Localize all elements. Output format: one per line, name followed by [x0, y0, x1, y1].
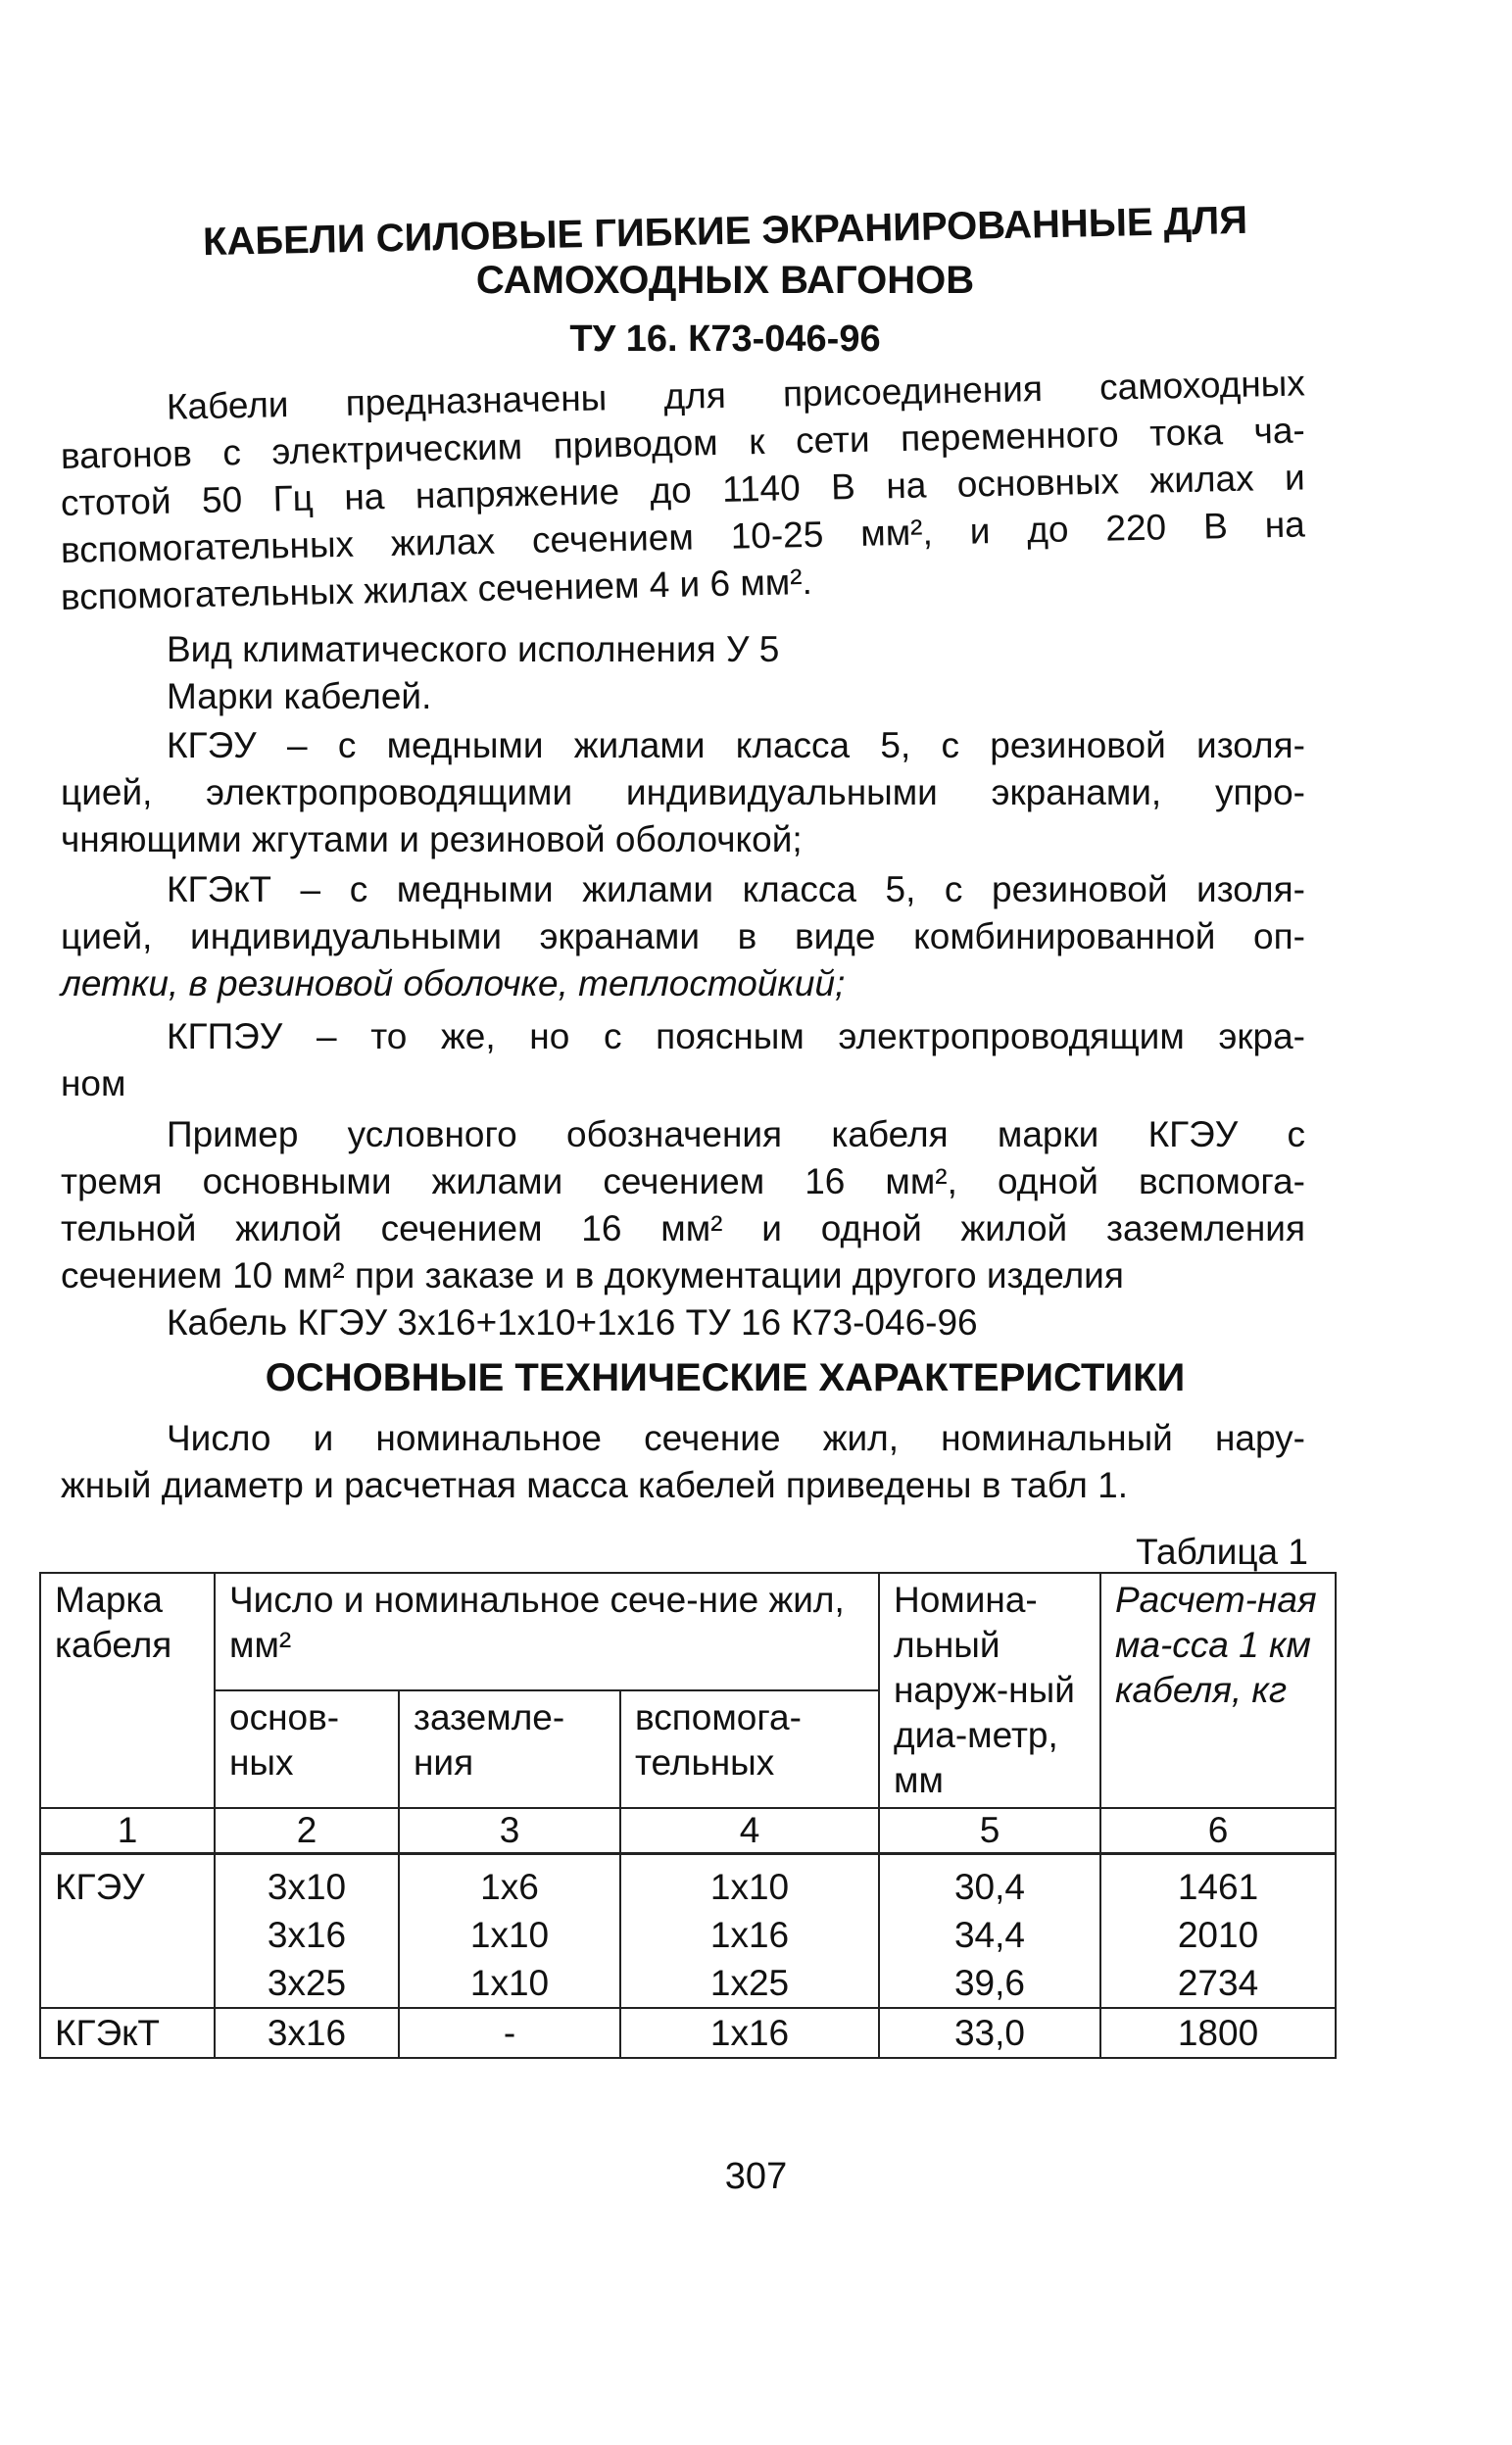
- table-header-row: [40, 1573, 1336, 1690]
- cell-diameter: 30,4: [879, 1854, 1100, 1912]
- column-number-row: [40, 1808, 1336, 1854]
- cell-main: 3х25: [215, 1959, 399, 2008]
- column-number: 3: [399, 1808, 620, 1854]
- cell-aux: 1х10: [620, 1854, 879, 1912]
- cell-ground: -: [399, 2008, 620, 2058]
- cell-mass: 1800: [1100, 2008, 1336, 2058]
- paragraph-line: вспомогательных жилах сечением 10-25 мм², и до 220 В на: [60, 504, 1306, 570]
- example-line: Пример условного обозначения кабеля марки КГЭУ с: [167, 1114, 1305, 1154]
- brands-label: Марки кабелей.: [167, 676, 432, 716]
- column-number: 6: [1100, 1808, 1336, 1854]
- example-designation: Кабель КГЭУ 3х16+1х10+1х16 ТУ 16 К73-046-96: [167, 1302, 978, 1343]
- cell-main: 3х16: [215, 2008, 399, 2058]
- header-brand: Марка кабеля: [40, 1573, 215, 1808]
- cell-diameter: 34,4: [879, 1911, 1100, 1959]
- table-row: [40, 1911, 1336, 1959]
- table-row: [40, 2008, 1336, 2058]
- header-mass: Расчет-ная ма-сса 1 км кабеля, кг: [1100, 1573, 1336, 1808]
- kgpeu-description-line: ном: [61, 1063, 126, 1103]
- kgeu-description-line: КГЭУ – с медными жилами класса 5, с резиновой изоля-: [167, 725, 1305, 765]
- kgekt-description-line: цией, индивидуальными экранами в виде комбинированной оп-: [61, 916, 1305, 956]
- cell-brand: КГЭкТ: [40, 2008, 215, 2058]
- cell-brand: [40, 1911, 215, 1959]
- climate-line: Вид климатического исполнения У 5: [167, 629, 780, 669]
- header-diameter: Номина-льный наруж-ный диа-метр, мм: [879, 1573, 1100, 1808]
- section-title: ОСНОВНЫЕ ТЕХНИЧЕСКИЕ ХАРАКТЕРИСТИКИ: [265, 1356, 1186, 1399]
- example-line: тремя основными жилами сечением 16 мм², одной вспомога-: [61, 1161, 1305, 1201]
- cell-aux: 1х25: [620, 1959, 879, 2008]
- cell-ground: 1х10: [399, 1911, 620, 1959]
- specifications-table: [39, 1572, 1337, 2059]
- paragraph-line: вагонов с электрическим приводом к сети переменного тока ча-: [60, 410, 1306, 476]
- table-row: [40, 1854, 1336, 1912]
- table-caption: Таблица 1: [1136, 1532, 1308, 1572]
- kgeu-description-line: цией, электропроводящими индивидуальными экранами, упро-: [61, 772, 1305, 812]
- cell-aux: 1х16: [620, 1911, 879, 1959]
- cell-mass: 2734: [1100, 1959, 1336, 2008]
- header-main-cores: основ-ных: [215, 1690, 399, 1808]
- kgekt-description-line: летки, в резиновой оболочке, теплостойкий;: [61, 963, 846, 1003]
- header-aux-cores: вспомога-тельных: [620, 1690, 879, 1808]
- section-intro-line: жный диаметр и расчетная масса кабелей приведены в табл 1.: [61, 1465, 1128, 1505]
- cell-ground: 1х6: [399, 1854, 620, 1912]
- kgpeu-description-line: КГПЭУ – то же, но с поясным электропроводящим экра-: [167, 1016, 1305, 1056]
- example-line: сечением 10 мм² при заказе и в документации другого изделия: [61, 1255, 1124, 1296]
- paragraph-line: стотой 50 Гц на напряжение до 1140 В на основных жилах и: [60, 457, 1306, 523]
- header-cores-group: Число и номинальное сече-ние жил, мм²: [215, 1573, 879, 1690]
- header-ground-cores: заземле-ния: [399, 1690, 620, 1808]
- column-number: 2: [215, 1808, 399, 1854]
- section-intro-line: Число и номинальное сечение жил, номинальный нару-: [167, 1418, 1305, 1458]
- cell-brand: [40, 1959, 215, 2008]
- table-row: [40, 1959, 1336, 2008]
- cell-main: 3х10: [215, 1854, 399, 1912]
- cell-diameter: 39,6: [879, 1959, 1100, 2008]
- cell-brand: КГЭУ: [40, 1854, 215, 1912]
- cell-aux: 1х16: [620, 2008, 879, 2058]
- column-number: 5: [879, 1808, 1100, 1854]
- kgeu-description-line: чняющими жгутами и резиновой оболочкой;: [61, 819, 803, 859]
- cell-ground: 1х10: [399, 1959, 620, 2008]
- example-line: тельной жилой сечением 16 мм² и одной жилой заземления: [61, 1208, 1305, 1248]
- standard-code: ТУ 16. К73-046-96: [569, 318, 881, 360]
- column-number: 1: [40, 1808, 215, 1854]
- column-number: 4: [620, 1808, 879, 1854]
- cell-mass: 1461: [1100, 1854, 1336, 1912]
- page-number: 307: [724, 2156, 788, 2197]
- cell-main: 3х16: [215, 1911, 399, 1959]
- document-title-line1: КАБЕЛИ СИЛОВЫЕ ГИБКИЕ ЭКРАНИРОВАННЫЕ ДЛЯ: [202, 198, 1248, 265]
- kgekt-description-line: КГЭкТ – с медными жилами класса 5, с резиновой изоля-: [167, 869, 1305, 909]
- cell-diameter: 33,0: [879, 2008, 1100, 2058]
- paragraph-line: Кабели предназначены для присоединения самоходных: [166, 363, 1306, 427]
- document-title-line2: САМОХОДНЫХ ВАГОНОВ: [475, 259, 975, 302]
- paragraph-line: вспомогательных жилах сечением 4 и 6 мм².: [60, 561, 813, 617]
- cell-mass: 2010: [1100, 1911, 1336, 1959]
